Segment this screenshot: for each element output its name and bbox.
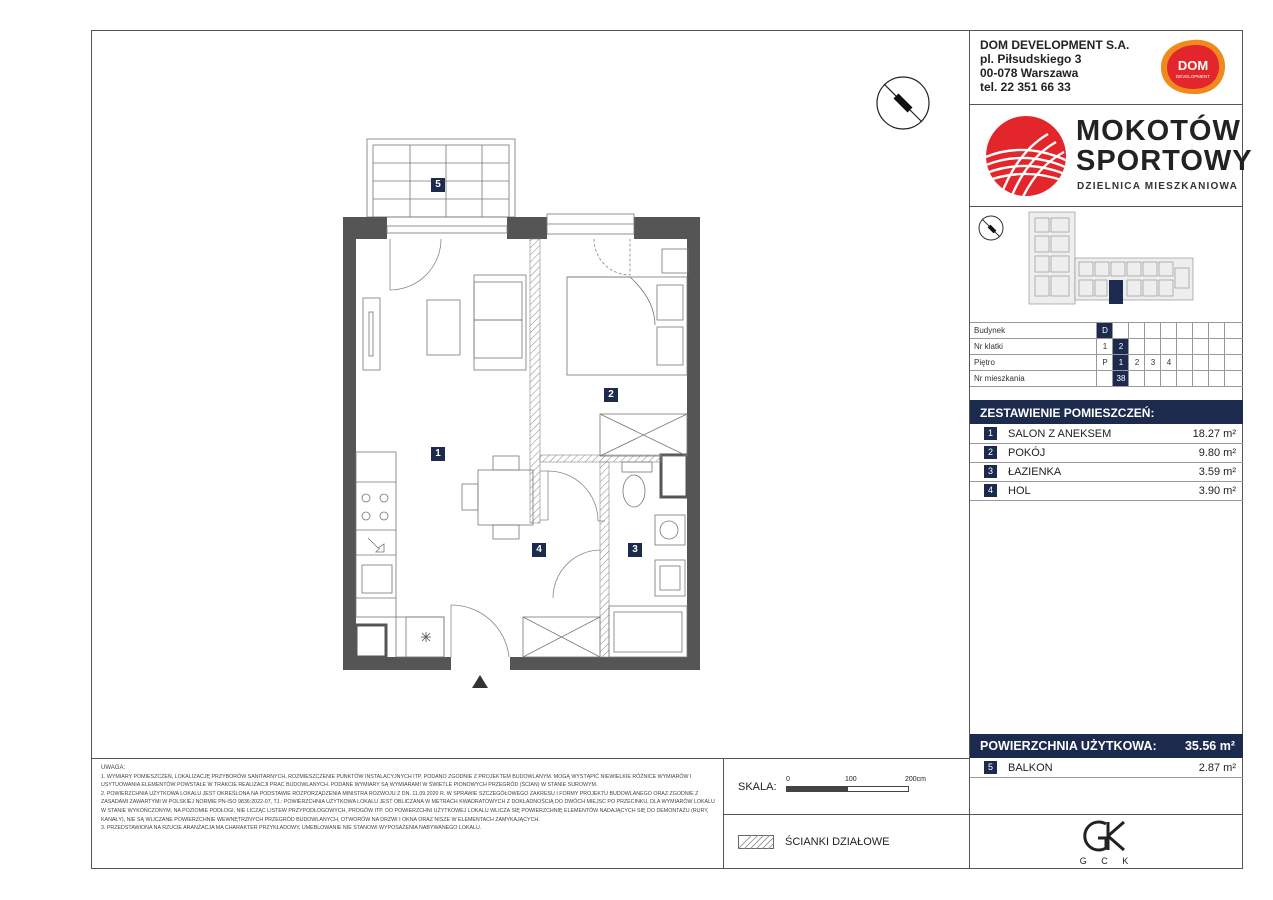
scale-bar-dark	[786, 786, 848, 792]
info-row-label: Nr klatki	[974, 342, 1003, 351]
scale-label: SKALA:	[738, 781, 777, 793]
washing-machine	[655, 560, 685, 596]
company-address2: 00-078 Warszawa	[980, 66, 1079, 80]
floor-plan	[92, 31, 968, 757]
info-cell: 38	[1112, 371, 1129, 387]
info-cell	[1144, 339, 1161, 355]
info-cell: 2	[1112, 339, 1129, 355]
info-cell	[1224, 355, 1241, 371]
info-cell	[1144, 371, 1161, 387]
room-row	[970, 482, 1243, 501]
note-1: 1. WYMIARY POMIESZCZEŃ, LOKALIZACJĘ PRZYBORÓW SANITARNYCH, ROZMIESZCZENIE PUNKTÓW INSTALACYJNYCH ITP. PODANO ZGODNIE Z PROJEKTEM BUDOWLANYM. MOGĄ WYSTĄPIĆ NIEWIELKIE RÓŻNICE WYMIARÓW I USYTUOWANIA ELEMENTÓW POWSTAŁE W TRAKCIE REALIZACJI PRAC BUDOWLANYCH. PODANE WYMIARY SĄ WYMIARAMI W ŚWIETLE PIONOWYCH PRZEGRÓD (ŚCIAN) W STANIE SUROWYM.	[101, 773, 692, 789]
svg-text:G C K: G C K	[1079, 856, 1135, 866]
info-cell	[1192, 355, 1209, 371]
info-cell	[1160, 339, 1177, 355]
shower	[609, 606, 687, 657]
info-cell	[1144, 323, 1161, 339]
info-cell	[1160, 323, 1177, 339]
room-name: ŁAZIENKA	[1008, 466, 1062, 478]
company-info	[980, 38, 1129, 94]
divider-brand	[970, 206, 1243, 207]
legend-label: ŚCIANKI DZIAŁOWE	[785, 836, 890, 848]
info-cell	[1224, 339, 1241, 355]
divider-scale	[723, 814, 969, 815]
info-row	[970, 338, 1243, 355]
scale-bar-light	[847, 786, 909, 792]
room-row	[970, 444, 1243, 463]
room-area: 18.27 m²	[1192, 428, 1236, 440]
room-area: 3.90 m²	[1198, 485, 1236, 497]
info-row	[970, 370, 1243, 387]
key-plan-apartment-highlight	[1109, 280, 1123, 304]
notes	[101, 764, 717, 833]
info-cell	[1176, 339, 1193, 355]
plan-label-pokoj: 2	[604, 388, 618, 402]
info-cell	[1224, 371, 1241, 387]
brand-subtitle: DZIELNICA MIESZKANIOWA	[1077, 181, 1239, 192]
partition-wall-bath	[600, 462, 609, 657]
brand-line2: SPORTOWY	[1076, 145, 1253, 177]
info-cell	[1176, 371, 1193, 387]
coffee-table	[427, 300, 460, 355]
info-row	[970, 322, 1243, 339]
info-cell	[1112, 323, 1129, 339]
tv-unit	[363, 298, 380, 370]
brand-line1: MOKOTÓW	[1076, 115, 1241, 147]
room-row	[970, 425, 1243, 444]
info-cell	[1192, 339, 1209, 355]
info-row-label: Piętro	[974, 358, 995, 367]
info-cell	[1208, 355, 1225, 371]
room-name: POKÓJ	[1008, 447, 1046, 459]
balcony-number: 5	[984, 761, 997, 774]
room-number: 1	[984, 427, 997, 440]
plan-label-salon: 1	[431, 447, 445, 461]
info-cell	[1128, 371, 1145, 387]
balcony-name: BALKON	[1008, 762, 1053, 774]
company-phone: tel. 22 351 66 33	[980, 80, 1071, 94]
info-table-bottom	[970, 386, 1243, 387]
scale-tick-100: 100	[845, 776, 857, 783]
key-plan-compass-icon	[979, 216, 1003, 240]
plan-label-hol: 4	[532, 543, 546, 557]
info-cell	[1160, 371, 1177, 387]
info-cell	[1192, 371, 1209, 387]
total-area-band	[970, 734, 1243, 758]
toilet	[622, 462, 652, 472]
info-cell	[1208, 339, 1225, 355]
info-cell	[1176, 323, 1193, 339]
room-number: 4	[984, 484, 997, 497]
info-row	[970, 354, 1243, 371]
info-cell: 4	[1160, 355, 1177, 371]
info-row-label: Nr mieszkania	[974, 374, 1025, 383]
info-cell: D	[1096, 323, 1113, 339]
doors	[390, 239, 630, 657]
dom-development-logo	[1158, 38, 1228, 96]
total-label: POWIERZCHNIA UŻYTKOWA:	[980, 739, 1157, 753]
fridge-icon	[421, 632, 431, 642]
rooms-title: ZESTAWIENIE POMIESZCZEŃ:	[980, 406, 1155, 420]
plan-label-balcony: 5	[431, 178, 445, 192]
info-cell: 1	[1112, 355, 1129, 371]
divider-company	[970, 104, 1243, 105]
scale-tick-0: 0	[786, 776, 790, 783]
washbasin	[655, 515, 685, 545]
north-compass-icon	[877, 77, 929, 129]
room-name: SALON Z ANEKSEM	[1008, 428, 1112, 440]
room-name: HOL	[1008, 485, 1031, 497]
info-cell	[1224, 323, 1241, 339]
info-cell: 1	[1096, 339, 1113, 355]
plan-label-lazienka: 3	[628, 543, 642, 557]
bed	[567, 277, 687, 375]
info-cell: P	[1096, 355, 1113, 371]
partition-wall-legend-swatch	[738, 835, 774, 849]
dining-table	[478, 470, 533, 525]
room-row	[970, 463, 1243, 482]
info-cell: 3	[1144, 355, 1161, 371]
info-cell	[1128, 323, 1145, 339]
svg-text:DOM: DOM	[1177, 58, 1209, 73]
brand-title	[1076, 116, 1253, 176]
fridge	[396, 617, 444, 657]
scale-tick-200: 200cm	[905, 776, 927, 783]
info-cell: 2	[1128, 355, 1145, 371]
info-cell	[1176, 355, 1193, 371]
company-address1: pl. Piłsudskiego 3	[980, 52, 1082, 66]
sofa	[474, 275, 526, 370]
notes-title: UWAGA:	[101, 765, 126, 771]
furniture	[356, 249, 688, 657]
room-area: 3.59 m²	[1198, 466, 1236, 478]
room-number: 2	[984, 446, 997, 459]
divider-bottom	[91, 758, 970, 759]
info-cell	[1208, 371, 1225, 387]
svg-text:DEVELOPMENT: DEVELOPMENT	[1175, 74, 1211, 79]
info-cell	[1096, 371, 1113, 387]
info-cell	[1192, 323, 1209, 339]
balcony-row	[970, 759, 1243, 778]
gck-logo	[1078, 818, 1138, 866]
info-row-label: Budynek	[974, 326, 1006, 335]
key-plan	[977, 210, 1197, 310]
room-number: 3	[984, 465, 997, 478]
note-3: 3. PRZEDSTAWIONA NA RZUCIE ARANŻACJA MA CHARAKTER PRZYKŁADOWY, UMEBLOWANIE NIE STANOWI WYPOSAŻENIA NABYWANEGO LOKALU.	[101, 825, 482, 832]
rooms-header	[970, 400, 1243, 424]
entrance-arrow-icon	[472, 675, 488, 688]
partition-wall-salon	[530, 239, 540, 523]
balcony-area: 2.87 m²	[1198, 762, 1236, 774]
exterior-walls	[343, 217, 700, 670]
total-value: 35.56 m²	[1184, 739, 1235, 753]
divider-gck	[970, 814, 1243, 815]
room-area: 9.80 m²	[1198, 447, 1236, 459]
info-cell	[1128, 339, 1145, 355]
company-name: DOM DEVELOPMENT S.A.	[980, 38, 1130, 52]
note-2: 2. POWIERZCHNIA UŻYTKOWA LOKALU JEST OKREŚLONA NA PODSTAWIE ROZPORZĄDZENIA MINISTRA ROZWOJU Z DN. 11.09.2020 R. W SPRAWIE SZCZEGÓŁOWEGO ZAKRESU I FORMY PROJEKTU BUDOWLANEGO ORAZ ZGODNIE Z ZASADAMI ZAWARTYMI W POLSKIEJ NORMIE PN-ISO 9836:2022-07, TJ.: POWIERZCHNIA UŻYTKOWA LOKALU JEST OBLICZANA W METRACH KWADRATOWYCH Z DOKŁADNOŚCIĄ DO DWÓCH MIEJSC PO PRZECINKU, DLA WYMIARÓW LOKALU W STANIE WYKOŃCZONYM, NA POZIOMIE PODŁOGI, NIE LICZĄC LISTEW PRZYPODŁOGOWYCH, PROGÓW ITP. DO POWIERZCHNI UŻYTKOWEJ LOKALU WLICZA SIĘ POWIERZCHNIĘ ELEMENTÓW NADAJĄCYCH SIĘ DO DEMONTAŻU (RURY, KANAŁY), NIE SĄ WLICZANE POWIERZCHNIE WEWNĘTRZNYCH PRZEGRÓD BUDOWLANYCH, OTWORÓW NA DRZWI I OKNA ORAZ NISZE W ELEMENTACH ZAMYKAJĄCYCH.	[101, 790, 715, 823]
mokotow-sportowy-logo-icon	[984, 114, 1068, 198]
info-cell	[1208, 323, 1225, 339]
